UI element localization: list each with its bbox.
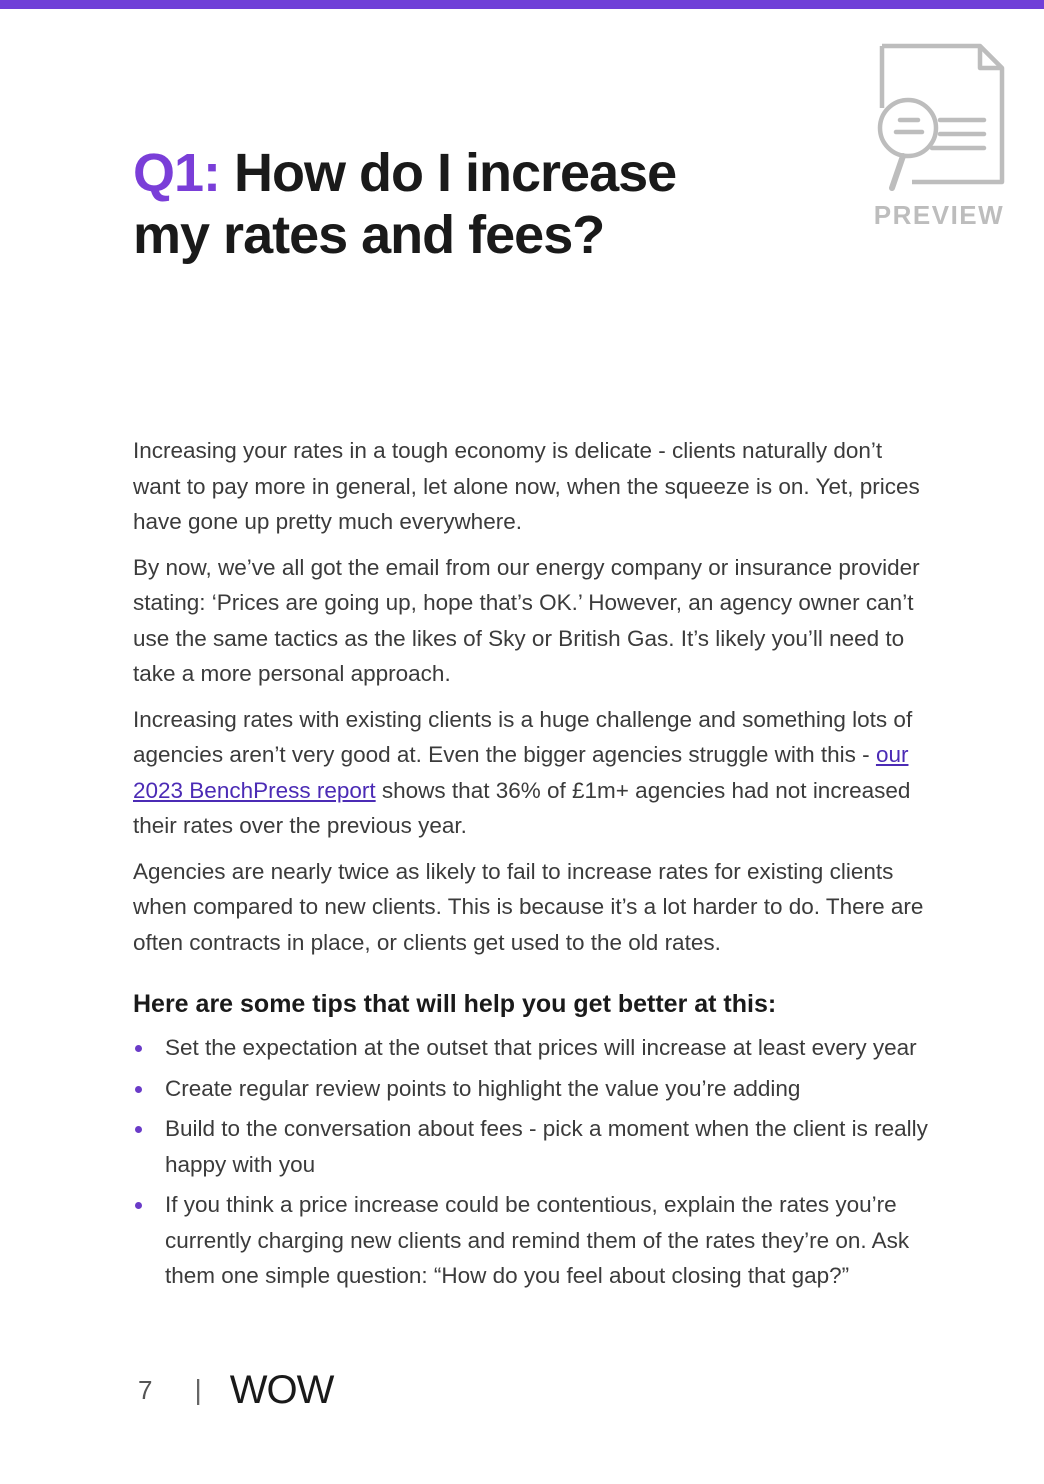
footer-separator: | — [194, 1374, 202, 1405]
wow-logo: WOW — [229, 1367, 334, 1412]
preview-label: PREVIEW — [873, 200, 1005, 230]
tip-text: Create regular review points to highlight the value you’re adding — [165, 1075, 801, 1101]
bullet-icon — [135, 1202, 142, 1209]
document-search-icon — [872, 42, 1012, 192]
paragraph-3-start: Increasing rates with existing clients is a huge challenge and something lots of agencies aren’t very good at. Even the bigger agencies struggle with this - — [133, 706, 913, 767]
bullet-icon — [135, 1086, 142, 1093]
paragraph-4: Agencies are nearly twice as likely to fail to increase rates for existing clients when compared to new clients. This is because it’s a lot harder to do. There are often contracts in place, or clients get used to the old rates. — [133, 858, 924, 955]
tips-heading: Here are some tips that will help you get better at this: — [133, 990, 777, 1018]
tip-item — [133, 1071, 933, 1107]
title-text: How do I increase my rates and fees? — [133, 143, 677, 265]
paragraph-1: Increasing your rates in a tough economy is delicate - clients naturally don’t want to pay more in general, let alone now, when the squeeze is on. Yet, prices have gone up pretty much everywhere. — [133, 438, 920, 534]
page-title — [133, 142, 693, 266]
top-accent-bar — [0, 0, 1044, 9]
title-accent: Q1: — [133, 143, 221, 203]
tip-item — [133, 1030, 933, 1066]
preview-badge — [872, 42, 1012, 242]
bullet-icon — [135, 1045, 142, 1052]
tip-text: Set the expectation at the outset that prices will increase at least every year — [165, 1035, 917, 1060]
tip-text: Build to the conversation about fees - pick a moment when the client is really happy with you — [165, 1116, 928, 1177]
tip-item — [133, 1111, 933, 1182]
page-footer — [138, 1368, 333, 1412]
article-body — [133, 433, 933, 1299]
benchpress-report-link[interactable]: our 2023 BenchPress report — [133, 742, 909, 803]
tips-list — [133, 1030, 933, 1294]
paragraph-2: By now, we’ve all got the email from our energy company or insurance provider stating: ‘Prices are going up, hope that’s OK.’ However, an agency owner can’t use the same tactics as the likes of Sky or British Gas. It’s likely you’ll need to take a more personal approach. — [133, 554, 920, 686]
paragraph-3-end: shows that 36% of £1m+ agencies had not increased their rates over the previous year. — [133, 777, 911, 838]
tip-item — [133, 1187, 933, 1294]
page-number: 7 — [138, 1374, 153, 1405]
paragraph-3 — [133, 702, 933, 844]
tip-text: If you think a price increase could be contentious, explain the rates you’re currently charging new clients and remind them of the rates they’re on. Ask them one simple question: “How do you feel about closing that gap?” — [165, 1192, 910, 1288]
bullet-icon — [135, 1126, 142, 1133]
